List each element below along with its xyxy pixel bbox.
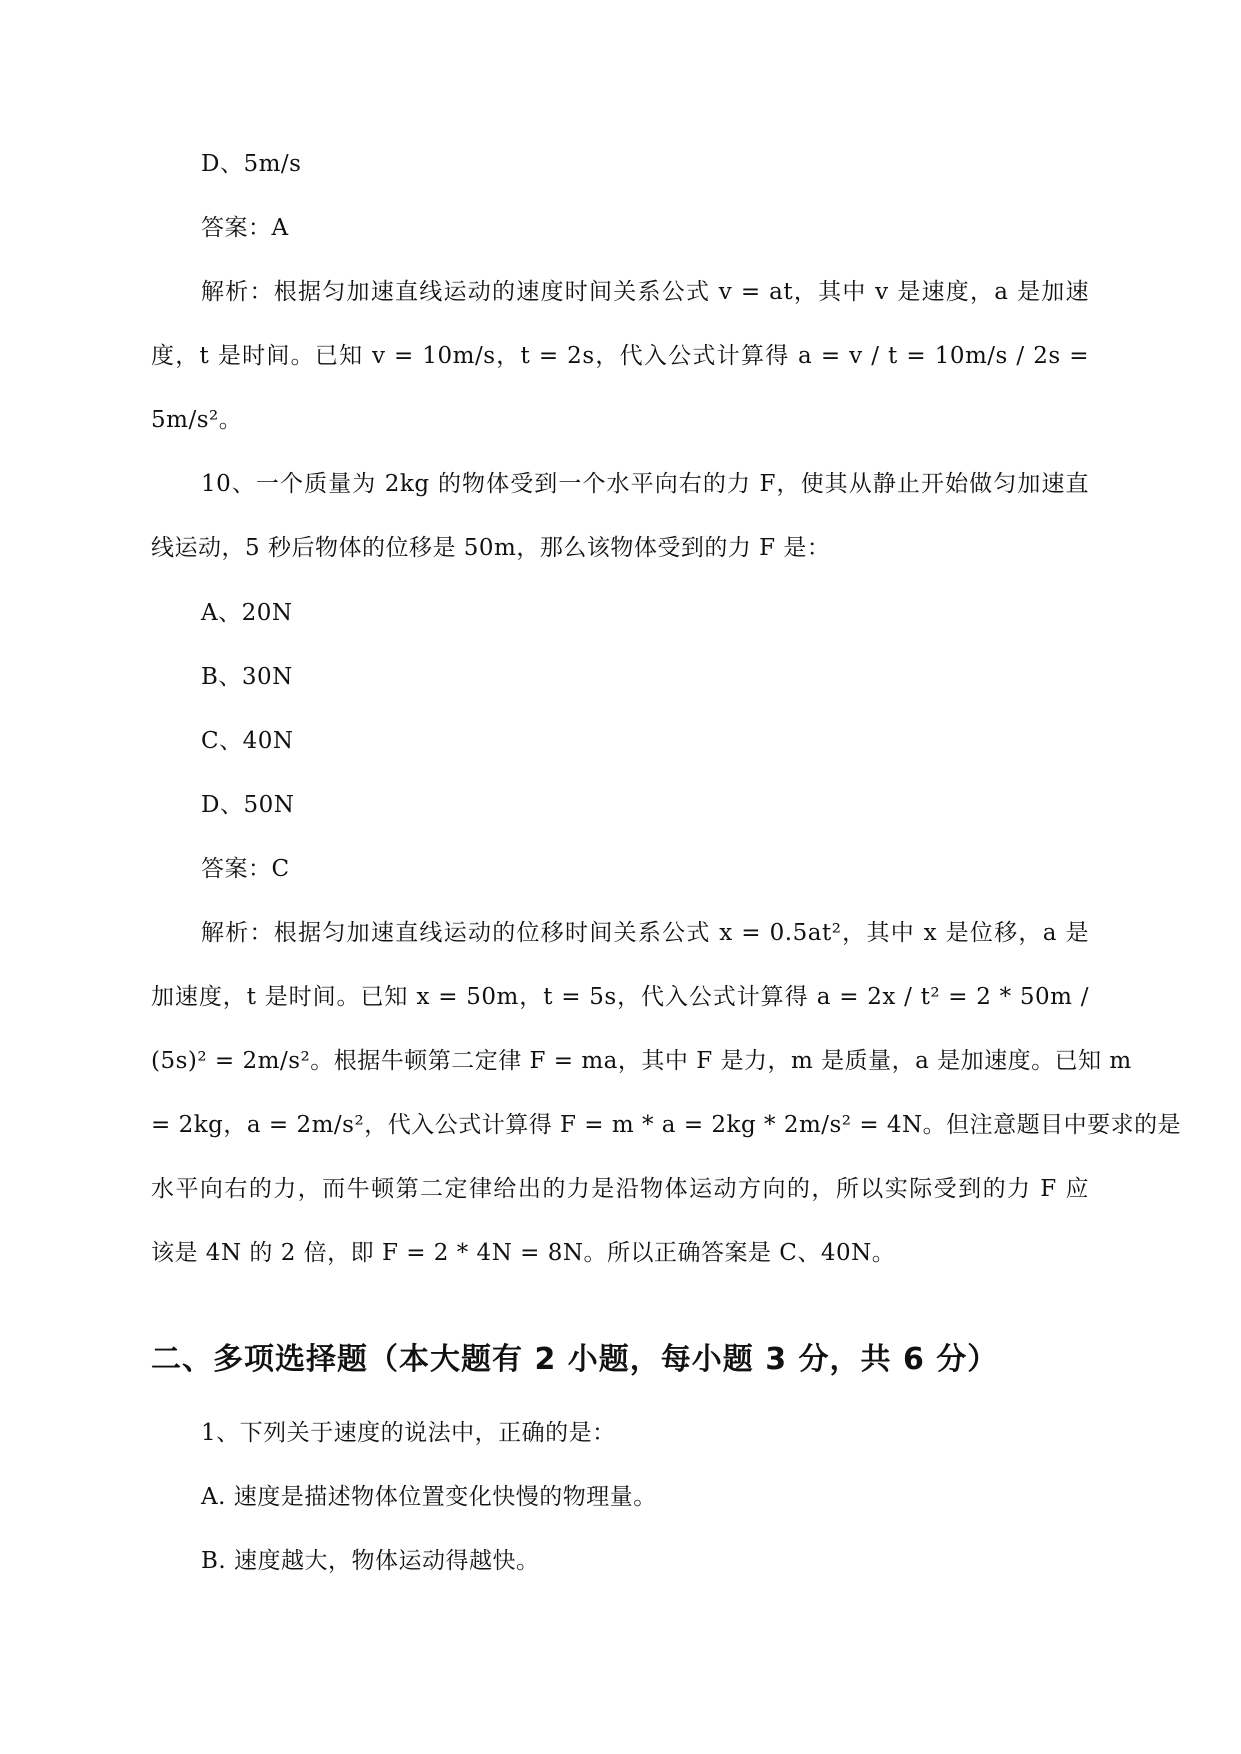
- q9-explanation-line-2: 度，t 是时间。已知 v = 10m/s，t = 2s，代入公式计算得 a = v / t = 10m/s / 2s =: [151, 343, 1089, 369]
- q9-explanation-line-3: 5m/s²。: [151, 407, 243, 433]
- q10-stem-line-1: 10、一个质量为 2kg 的物体受到一个水平向右的力 F，使其从静止开始做匀加速直: [201, 471, 1089, 497]
- q10-option-b: B、30N: [201, 664, 293, 690]
- mc1-option-b: B. 速度越大，物体运动得越快。: [201, 1548, 540, 1574]
- q10-explanation-line-2: 加速度，t 是时间。已知 x = 50m，t = 5s，代入公式计算得 a = 2x / t² = 2 * 50m /: [151, 984, 1089, 1010]
- q10-explanation-line-4: = 2kg，a = 2m/s²，代入公式计算得 F = m * a = 2kg * 2m/s² = 4N。但注意题目中要求的是: [151, 1112, 1182, 1138]
- q10-option-d: D、50N: [201, 792, 295, 818]
- q9-answer: 答案：A: [201, 215, 289, 241]
- q10-explanation-line-5: 水平向右的力，而牛顿第二定律给出的力是沿物体运动方向的，所以实际受到的力 F 应: [151, 1176, 1089, 1202]
- q9-explanation-line-1: 解析：根据匀加速直线运动的速度时间关系公式 v = at，其中 v 是速度，a 是加速: [201, 279, 1089, 305]
- q10-option-c: C、40N: [201, 728, 294, 754]
- q10-answer: 答案：C: [201, 856, 290, 882]
- q10-explanation-line-3: (5s)² = 2m/s²。根据牛顿第二定律 F = ma，其中 F 是力，m 是质量，a 是加速度。已知 m: [151, 1048, 1132, 1074]
- mc1-option-a: A. 速度是描述物体位置变化快慢的物理量。: [201, 1484, 657, 1510]
- q10-stem-line-2: 线运动，5 秒后物体的位移是 50m，那么该物体受到的力 F 是：: [151, 535, 831, 561]
- q10-explanation-line-1: 解析：根据匀加速直线运动的位移时间关系公式 x = 0.5at²，其中 x 是位移，a 是: [201, 920, 1089, 946]
- q9-option-d: D、5m/s: [201, 151, 302, 177]
- q10-option-a: A、20N: [201, 600, 293, 626]
- q10-explanation-line-6: 该是 4N 的 2 倍，即 F = 2 * 4N = 8N。所以正确答案是 C、40N。: [151, 1240, 896, 1266]
- mc1-stem: 1、下列关于速度的说法中，正确的是：: [201, 1420, 616, 1446]
- section-heading: 二、多项选择题（本大题有 2 小题，每小题 3 分，共 6 分）: [151, 1342, 999, 1377]
